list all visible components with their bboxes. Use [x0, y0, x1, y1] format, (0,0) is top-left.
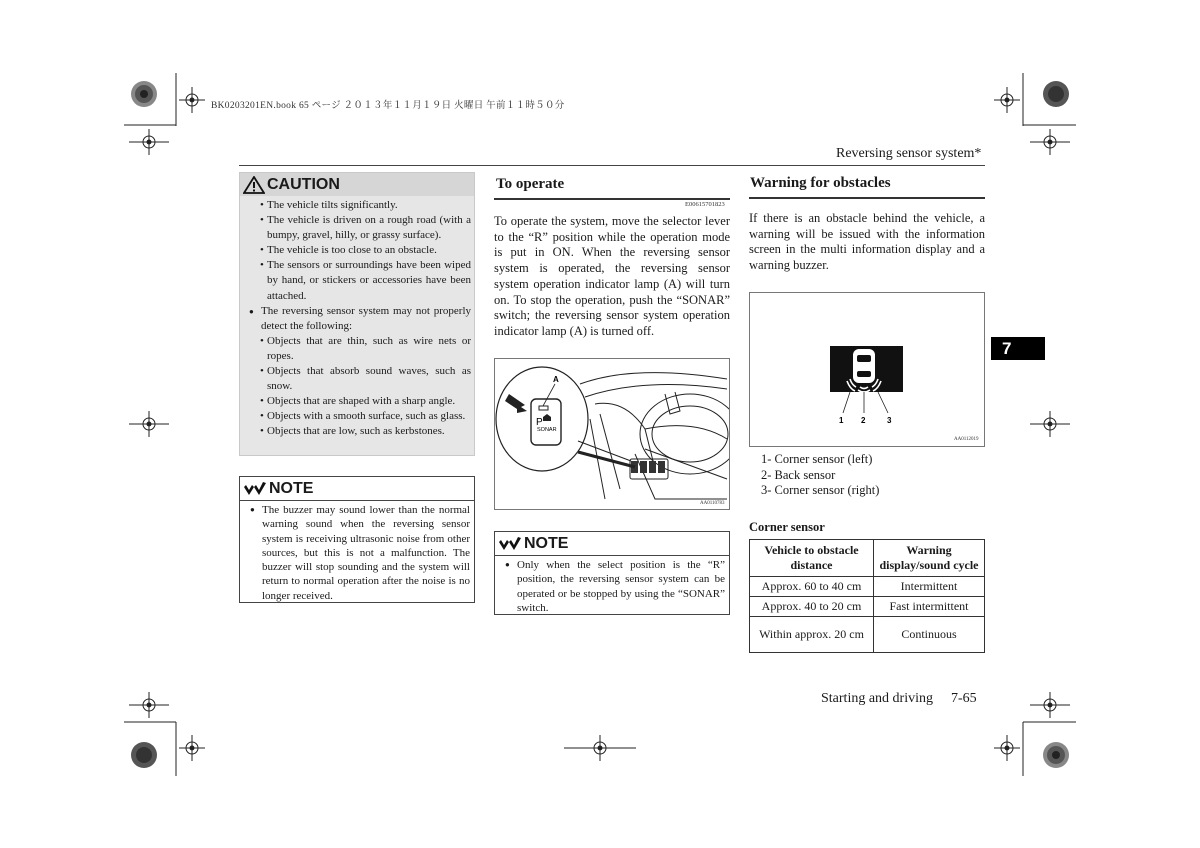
- note-label: NOTE: [269, 479, 314, 497]
- sonar-switch-label: SONAR: [537, 427, 557, 433]
- caution-heading: [240, 173, 474, 196]
- note-text: ● Only when the select position is the “R” position, the reversing sensor system can be operated or be stopped by using the “SONAR” switch.: [505, 558, 725, 615]
- note-box-left: [239, 476, 475, 603]
- warning-rule: [749, 197, 985, 199]
- callout-label: A: [553, 375, 559, 384]
- print-file-info: BK0203201EN.book 65 ページ ２０１３年１１月１９日 火曜日 午前１１時５０分: [211, 101, 565, 111]
- table-row: [750, 617, 985, 653]
- caution-box: [239, 172, 475, 456]
- note-check-icon: [498, 536, 522, 552]
- page-footer: [821, 691, 977, 707]
- table-cell: Intermittent: [874, 577, 985, 597]
- vehicle-top-view-icon: [853, 349, 875, 383]
- note-heading: [495, 532, 729, 556]
- chapter-tab: 7: [991, 337, 1045, 360]
- warning-triangle-icon: [243, 176, 265, 194]
- warning-heading: Warning for obstacles: [750, 175, 891, 191]
- caution-subitem: • The vehicle is driven on a rough road (with a bumpy, gravel, hilly, or grassy surface).: [249, 213, 471, 243]
- caution-subitem: • The vehicle tilts significantly.: [249, 198, 471, 213]
- note-heading: [240, 477, 474, 501]
- caution-list: [240, 196, 474, 440]
- table-cell: Fast intermittent: [874, 597, 985, 617]
- note-box-center: [494, 531, 730, 615]
- to-operate-code: E00615701823: [685, 201, 725, 208]
- sensor-legend: [761, 452, 879, 499]
- figure-code: AA0112019: [954, 437, 979, 442]
- dashboard-illustration: [495, 359, 729, 509]
- table-header: Vehicle to obstacle distance: [750, 540, 874, 577]
- caution-subitem: • Objects that are low, such as kerbstones.: [249, 424, 471, 439]
- figure-code: AA0110783: [700, 501, 725, 506]
- note-label: NOTE: [524, 534, 569, 552]
- sensor-display-figure: [749, 292, 985, 447]
- caution-subitem: • The vehicle is too close to an obstacle.: [249, 243, 471, 258]
- sensor-label-3: 3: [887, 416, 892, 425]
- caution-item: ● The reversing sensor system may not properly detect the following:: [249, 304, 471, 334]
- legend-item: 1- Corner sensor (left): [761, 452, 873, 466]
- page-number: 7-65: [951, 691, 977, 706]
- table-cell: Approx. 60 to 40 cm: [750, 577, 874, 597]
- caution-subitem: • Objects that are shaped with a sharp angle.: [249, 394, 471, 409]
- table-cell: Continuous: [874, 617, 985, 653]
- to-operate-rule: [494, 198, 730, 200]
- information-screen-illustration: [750, 293, 984, 446]
- sensor-label-2: 2: [861, 416, 866, 425]
- warning-text: If there is an obstacle behind the vehicle, a warning will be issued with the information screen in the multi information display and a warning buzzer.: [749, 211, 985, 273]
- to-operate-text: To operate the system, move the selector lever to the “R” position while the operation mode is put in ON. When the reversing sensor system is operated, the reversing sensor system operation indicator lamp (A) will turn on. To stop the operation, push the “SONAR” switch; the reversing sensor system operation indicator lamp (A) is turned off.: [494, 214, 730, 338]
- table-row: [750, 597, 985, 617]
- park-symbol-icon: P: [536, 417, 543, 428]
- note-check-icon: [243, 481, 267, 497]
- header-divider: [239, 165, 985, 166]
- corner-sensor-heading: Corner sensor: [749, 520, 825, 534]
- caution-subitem: • Objects that are thin, such as wire nets or ropes.: [249, 334, 471, 364]
- table-cell: Approx. 40 to 20 cm: [750, 597, 874, 617]
- table-row: [750, 577, 985, 597]
- sensor-label-1: 1: [839, 416, 844, 425]
- caution-subitem: • The sensors or surroundings have been wiped by hand, or stickers or accessories have been attached.: [249, 258, 471, 303]
- sonar-switch-figure: [494, 358, 730, 510]
- legend-item: 2- Back sensor: [761, 467, 836, 482]
- footer-section: Starting and driving: [821, 691, 933, 706]
- page-header-title: Reversing sensor system*: [836, 146, 982, 161]
- corner-sensor-table: [749, 539, 985, 653]
- note-text: ● The buzzer may sound lower than the normal warning sound when the reversing sensor system is receiving ultrasonic noise from other sources, but this is not a malfunction. The buzzer will stop sounding and the system will return to normal operation after the noise is no longer received.: [250, 503, 470, 603]
- table-header: Warning display/sound cycle: [874, 540, 985, 577]
- caution-label: CAUTION: [267, 175, 340, 193]
- caution-subitem: • Objects with a smooth surface, such as glass.: [249, 409, 471, 424]
- to-operate-heading: To operate: [496, 176, 565, 192]
- legend-item: 3- Corner sensor (right): [761, 483, 880, 498]
- table-cell: Within approx. 20 cm: [750, 617, 874, 653]
- caution-subitem: • Objects that absorb sound waves, such as snow.: [249, 364, 471, 394]
